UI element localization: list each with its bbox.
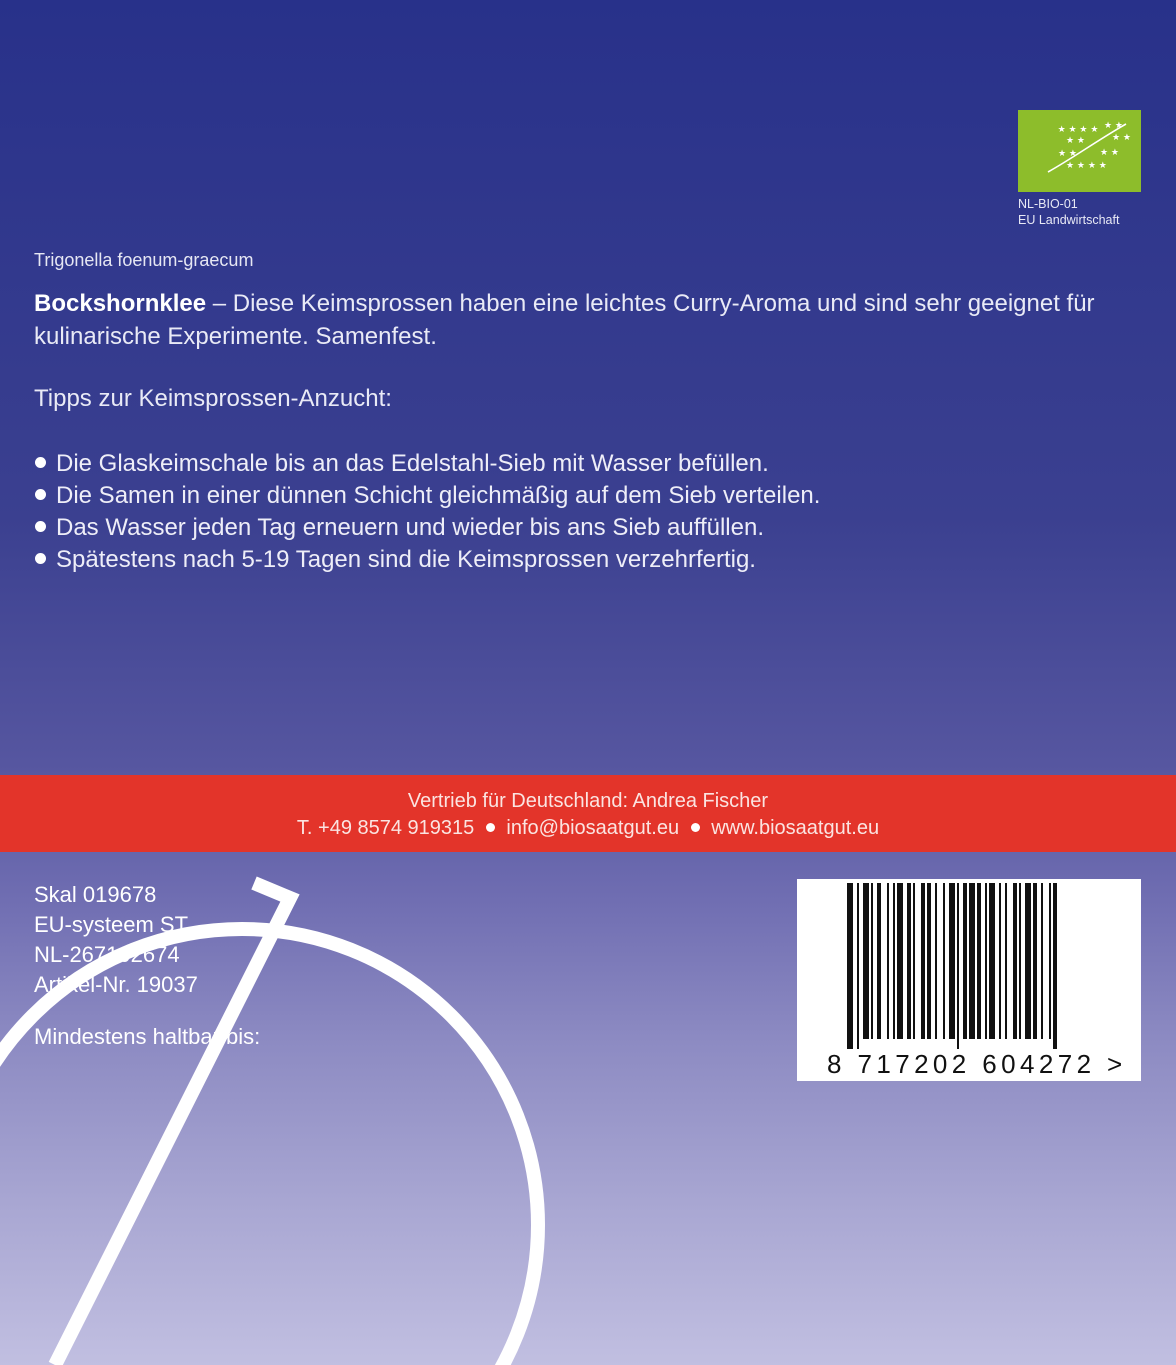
- latin-name: Trigonella foenum-graecum: [34, 250, 254, 270]
- eu-organic-logo: [1018, 110, 1141, 192]
- list-item: [34, 512, 820, 544]
- barcode-bar: [1041, 883, 1043, 1039]
- barcode-bar: [1005, 883, 1007, 1039]
- barcode-bar: [999, 883, 1001, 1039]
- product-description: [34, 287, 1149, 353]
- barcode-bars: [797, 879, 1141, 1049]
- list-item: [34, 480, 820, 512]
- barcode-bar: [1049, 883, 1051, 1039]
- tip-text: Die Glaskeimschale bis an das Edelstahl-Sieb mit Wasser befüllen.: [56, 450, 769, 477]
- barcode-bar: [927, 883, 931, 1039]
- svg-text:★ ★ ★ ★: ★ ★ ★ ★: [1066, 161, 1107, 171]
- website-link[interactable]: www.biosaatgut.eu: [711, 817, 880, 839]
- svg-text:★ ★: ★ ★: [1100, 148, 1119, 158]
- list-item: [34, 448, 820, 480]
- logo-code-line1: NL-BIO-01: [1018, 197, 1078, 211]
- barcode-digits: 8 717202 604272 >: [827, 1049, 1127, 1079]
- certification-info: [34, 880, 198, 1000]
- bullet-icon: [35, 553, 46, 564]
- barcode-bar: [893, 883, 895, 1039]
- eu-system: EU-systeem ST: [34, 912, 189, 937]
- nl-code: NL-267102674: [34, 942, 180, 967]
- eu-leaf-stars-icon: [1018, 110, 1141, 192]
- barcode-bar: [969, 883, 975, 1039]
- barcode-bar: [897, 883, 903, 1039]
- barcode-bar: [1025, 883, 1031, 1039]
- article-number: Artikel-Nr. 19037: [34, 972, 198, 997]
- barcode-bar: [943, 883, 945, 1039]
- barcode-bar: [857, 883, 859, 1049]
- svg-text:★ ★: ★ ★: [1058, 149, 1077, 159]
- barcode-bar: [989, 883, 995, 1039]
- barcode-bar: [963, 883, 967, 1039]
- barcode-bar: [957, 883, 959, 1049]
- barcode-bar: [871, 883, 873, 1039]
- email-link[interactable]: info@biosaatgut.eu: [506, 817, 680, 839]
- bullet-icon: [35, 457, 46, 468]
- barcode-bar: [847, 883, 853, 1049]
- barcode-bar: [1033, 883, 1037, 1039]
- eu-logo-code: [1018, 196, 1119, 228]
- svg-text:★ ★ ★ ★: ★ ★ ★ ★: [1057, 125, 1099, 135]
- logo-code-line2: EU Landwirtschaft: [1018, 213, 1120, 227]
- bullet-icon: [35, 521, 46, 532]
- barcode-bar: [977, 883, 981, 1039]
- best-before-label: Mindestens haltbar bis:: [34, 1024, 261, 1049]
- description-text: – Diese Keimsprossen haben eine leichtes Curry-Aroma und sind sehr geeignet für kulinarische Experimente. Samenfest.: [34, 290, 1095, 350]
- phone-number: T. +49 8574 919315: [296, 817, 475, 839]
- distribution-band: [0, 775, 1176, 852]
- svg-text:★ ★: ★ ★: [1104, 121, 1123, 131]
- barcode-bar: [907, 883, 911, 1039]
- list-item: [34, 544, 820, 576]
- tip-text: Spätestens nach 5-19 Tagen sind die Keimsprossen verzehrfertig.: [56, 546, 756, 573]
- distribution-line: Vertrieb für Deutschland: Andrea Fischer: [407, 790, 769, 812]
- barcode-bar: [935, 883, 937, 1039]
- bullet-icon: [35, 489, 46, 500]
- product-name: Bockshornklee: [34, 290, 207, 317]
- tips-list: [34, 448, 820, 576]
- barcode-bar: [1013, 883, 1017, 1039]
- barcode: [797, 879, 1141, 1081]
- separator-dot-icon: [486, 823, 495, 832]
- tips-heading: Tipps zur Keimsprossen-Anzucht:: [34, 385, 392, 412]
- skal-code: Skal 019678: [34, 882, 157, 907]
- barcode-bar: [1019, 883, 1021, 1039]
- tip-text: Die Samen in einer dünnen Schicht gleichmäßig auf dem Sieb verteilen.: [56, 482, 821, 509]
- barcode-bar: [985, 883, 987, 1039]
- svg-text:★ ★: ★ ★: [1066, 136, 1085, 146]
- barcode-bar: [887, 883, 889, 1039]
- separator-dot-icon: [691, 823, 700, 832]
- barcode-bar: [877, 883, 881, 1039]
- barcode-bar: [949, 883, 955, 1039]
- tip-text: Das Wasser jeden Tag erneuern und wieder bis ans Sieb auffüllen.: [56, 514, 764, 541]
- barcode-bar: [921, 883, 925, 1039]
- barcode-bar: [863, 883, 869, 1039]
- barcode-bar: [913, 883, 915, 1039]
- contact-line: [0, 817, 1176, 840]
- barcode-bar: [1053, 883, 1057, 1049]
- svg-text:★ ★: ★ ★: [1112, 133, 1131, 143]
